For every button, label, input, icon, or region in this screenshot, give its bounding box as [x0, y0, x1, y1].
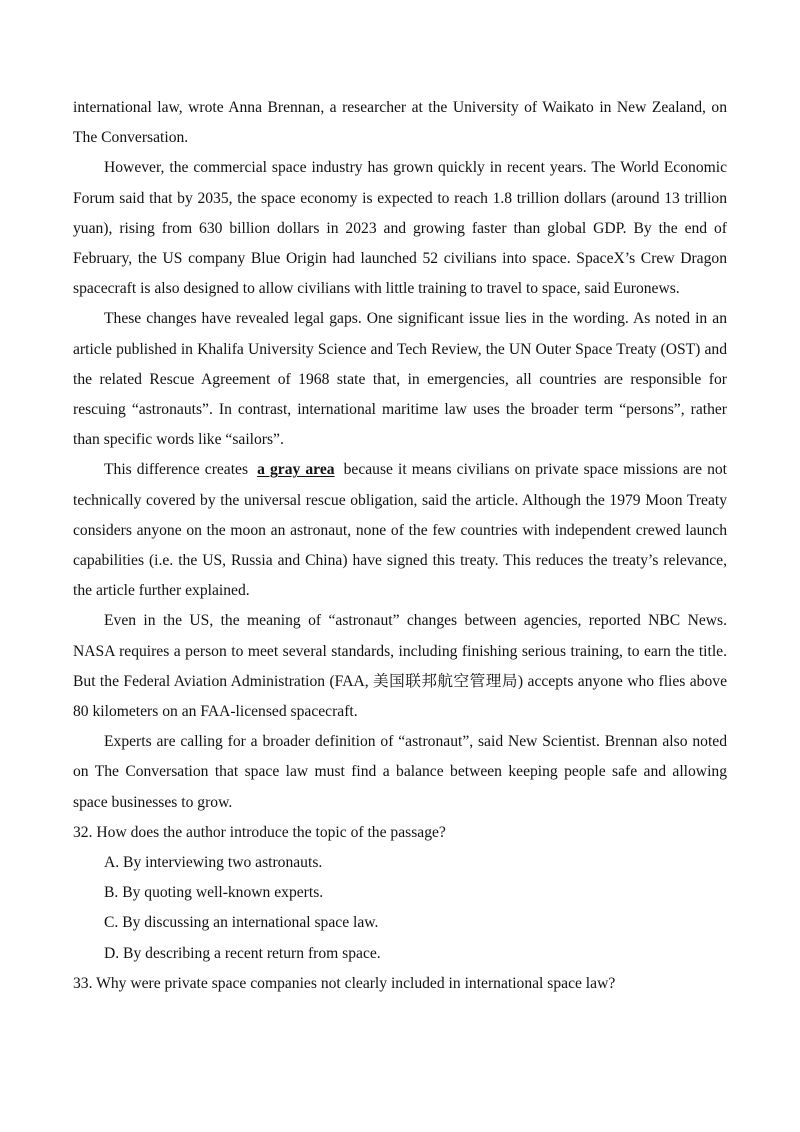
question-32-option-c: C. By discussing an international space law.: [104, 914, 379, 932]
paragraph-2: However, the commercial space industry has grown quickly in recent years. The World Economic Forum said that by 2035, the space economy is expected to reach 1.8 trillion dollars (around 13 trillion yuan), rising from 630 billion dollars in 2023 and growing faster than global GDP. By the end of February, the US company Blue Origin had launched 52 civilians into space. SpaceX’s Crew Dragon spacecraft is also designed to allow civilians with little training to travel to space, said Euronews.: [73, 159, 727, 298]
highlighted-phrase: a gray area: [257, 461, 335, 479]
paragraph-4-lead: This difference creates: [104, 461, 249, 479]
question-32-option-b: B. By quoting well-known experts.: [104, 884, 324, 902]
paragraph-5: Even in the US, the meaning of “astronaut” changes between agencies, reported NBC News. NASA requires a person to meet several standards, including finishing serious training, to earn the title. But the Federal Aviation Administration (FAA, 美国联邦航空管理局) accepts anyone who flies above 80 kilometers on an FAA-licensed spacecraft.: [73, 612, 727, 721]
paragraph-3: These changes have revealed legal gaps. One significant issue lies in the wording. As noted in an article published in Khalifa University Science and Tech Review, the UN Outer Space Treaty (OST) and the related Rescue Agreement of 1968 state that, in emergencies, all countries are responsible for rescuing “astronauts”. In contrast, international maritime law uses the broader term “persons”, rather than specific words like “sailors”.: [73, 310, 727, 449]
question-32-option-d: D. By describing a recent return from space.: [104, 944, 381, 962]
question-33: 33. Why were private space companies not clearly included in international space law?: [73, 974, 616, 992]
question-32-option-a: A. By interviewing two astronauts.: [104, 854, 323, 872]
paragraph-6: Experts are calling for a broader definition of “astronaut”, said New Scientist. Brennan also noted on The Conversation that space law must find a balance between keeping people safe and allowing space businesses to grow.: [73, 733, 727, 811]
passage-body: [73, 93, 727, 999]
paragraph-4-rest: because it means civilians on private space missions are not technically covered by the universal rescue obligation, said the article. Although the 1979 Moon Treaty considers anyone on the moon an astronaut, none of the few countries with independent crewed launch capabilities (i.e. the US, Russia and China) have signed this treaty. This reduces the treaty’s relevance, the article further explained.: [73, 461, 728, 600]
paragraph-4: [73, 455, 727, 606]
paragraph-1: international law, wrote Anna Brennan, a researcher at the University of Waikato in New Zealand, on The Conversation.: [73, 99, 727, 147]
question-32: 32. How does the author introduce the topic of the passage?: [73, 823, 446, 841]
